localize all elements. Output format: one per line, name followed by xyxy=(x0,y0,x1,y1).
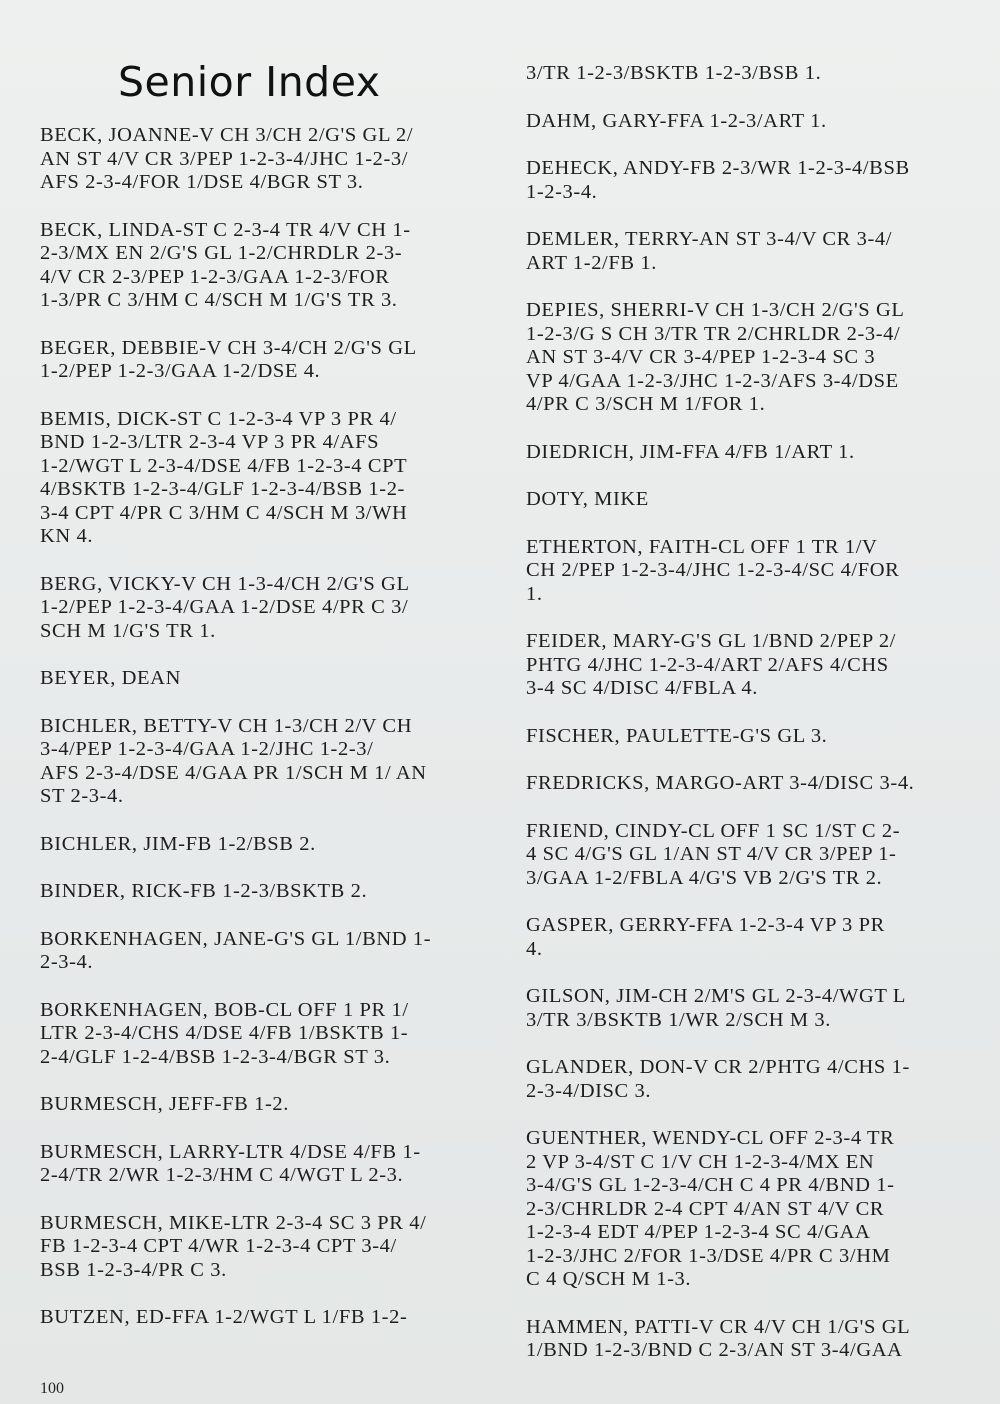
index-entry xyxy=(40,408,502,549)
entry-line: BERG, VICKY-V CH 1-3-4/CH 2/G'S GL xyxy=(40,572,410,595)
index-entry xyxy=(40,928,502,975)
entry-line: LTR 2-3-4/CHS 4/DSE 4/FB 1/BSKTB 1- xyxy=(40,1022,409,1044)
entry-line: DIEDRICH, JIM-FFA 4/FB 1/ART 1. xyxy=(526,440,855,463)
entry-line: BEGER, DEBBIE-V CH 3-4/CH 2/G'S GL xyxy=(40,336,417,359)
entry-line: 3/TR 1-2-3/BSKTB 1-2-3/BSB 1. xyxy=(526,62,822,84)
index-entry xyxy=(526,299,978,417)
entry-line: BINDER, RICK-FB 1-2-3/BSKTB 2. xyxy=(40,880,368,902)
entry-line: 1-2/PEP 1-2-3-4/GAA 1-2/DSE 4/PR C 3/ xyxy=(40,596,409,618)
index-entry xyxy=(40,999,502,1070)
entry-line: GILSON, JIM-CH 2/M'S GL 2-3-4/WGT L xyxy=(526,985,907,1007)
entry-line: 1/BND 1-2-3/BND C 2-3/AN ST 3-4/GAA xyxy=(526,1339,903,1361)
entry-line: 1-2-3-4. xyxy=(526,180,598,203)
entry-line: 3-4 SC 4/DISC 4/FBLA 4. xyxy=(526,677,758,699)
index-entry xyxy=(526,62,978,86)
entry-line: 4/PR C 3/SCH M 1/FOR 1. xyxy=(526,393,766,415)
entry-line: KN 4. xyxy=(40,525,94,547)
index-entry xyxy=(40,715,502,809)
entry-line: 1-2-3/JHC 2/FOR 1-3/DSE 4/PR C 3/HM xyxy=(526,1244,891,1267)
entry-line: PHTG 4/JHC 1-2-3-4/ART 2/AFS 4/CHS xyxy=(526,653,889,676)
entry-line: 3-4/G'S GL 1-2-3-4/CH C 4 PR 4/BND 1- xyxy=(526,1174,895,1196)
index-entry xyxy=(40,667,502,691)
entry-line: BICHLER, JIM-FB 1-2/BSB 2. xyxy=(40,832,316,855)
index-entry xyxy=(40,880,502,904)
entry-line: FEIDER, MARY-G'S GL 1/BND 2/PEP 2/ xyxy=(526,630,896,652)
index-entry xyxy=(526,1316,978,1363)
index-entry xyxy=(526,157,978,204)
entry-line: DEPIES, SHERRI-V CH 1-3/CH 2/G'S GL xyxy=(526,299,905,321)
entry-line: 4. xyxy=(526,937,543,960)
entry-line: DEHECK, ANDY-FB 2-3/WR 1-2-3-4/BSB xyxy=(526,157,910,179)
entry-line: BECK, JOANNE-V CH 3/CH 2/G'S GL 2/ xyxy=(40,124,414,146)
entry-line: AFS 2-3-4/FOR 1/DSE 4/BGR ST 3. xyxy=(40,171,364,193)
entry-line: GLANDER, DON-V CR 2/PHTG 4/CHS 1- xyxy=(526,1056,910,1078)
entry-line: BSB 1-2-3-4/PR C 3. xyxy=(40,1258,227,1281)
entry-line: C 4 Q/SCH M 1-3. xyxy=(526,1268,692,1290)
entry-line: 2 VP 3-4/ST C 1/V CH 1-2-3-4/MX EN xyxy=(526,1150,875,1173)
index-entry xyxy=(526,985,978,1032)
index-entry xyxy=(526,725,978,749)
entry-line: BEMIS, DICK-ST C 1-2-3-4 VP 3 PR 4/ xyxy=(40,407,397,430)
index-entry xyxy=(40,1212,502,1283)
entry-line: FREDRICKS, MARGO-ART 3-4/DISC 3-4. xyxy=(526,772,915,794)
index-entry xyxy=(526,630,978,701)
entry-line: 2-4/TR 2/WR 1-2-3/HM C 4/WGT L 2-3. xyxy=(40,1164,404,1186)
entry-line: BND 1-2-3/LTR 2-3-4 VP 3 PR 4/AFS xyxy=(40,431,380,453)
entry-line: BEYER, DEAN xyxy=(40,667,181,689)
entry-line: 1-3/PR C 3/HM C 4/SCH M 1/G'S TR 3. xyxy=(40,289,398,311)
entry-line: AN ST 3-4/V CR 3-4/PEP 1-2-3-4 SC 3 xyxy=(526,346,876,368)
left-column xyxy=(40,124,502,1354)
entry-line: VP 4/GAA 1-2-3/JHC 1-2-3/AFS 3-4/DSE xyxy=(526,369,899,392)
entry-line: DOTY, MIKE xyxy=(526,488,649,510)
entry-line: HAMMEN, PATTI-V CR 4/V CH 1/G'S GL xyxy=(526,1315,911,1338)
index-entry xyxy=(40,337,502,384)
entry-line: DAHM, GARY-FFA 1-2-3/ART 1. xyxy=(526,109,827,132)
entry-line: BECK, LINDA-ST C 2-3-4 TR 4/V CH 1- xyxy=(40,218,411,241)
right-column xyxy=(526,62,978,1387)
page-title: Senior Index xyxy=(118,58,381,106)
entry-line: BORKENHAGEN, JANE-G'S GL 1/BND 1- xyxy=(40,927,432,950)
index-entry xyxy=(526,536,978,607)
index-entry xyxy=(40,573,502,644)
index-entry xyxy=(40,833,502,857)
entry-line: BICHLER, BETTY-V CH 1-3/CH 2/V CH xyxy=(40,714,413,737)
index-entry xyxy=(526,820,978,891)
index-entry xyxy=(40,124,502,195)
entry-line: SCH M 1/G'S TR 1. xyxy=(40,619,216,642)
entry-line: 2-3/CHRLDR 2-4 CPT 4/AN ST 4/V CR xyxy=(526,1197,885,1220)
entry-line: 4/V CR 2-3/PEP 1-2-3/GAA 1-2-3/FOR xyxy=(40,265,390,288)
entry-line: BUTZEN, ED-FFA 1-2/WGT L 1/FB 1-2- xyxy=(40,1306,408,1328)
entry-line: DEMLER, TERRY-AN ST 3-4/V CR 3-4/ xyxy=(526,228,893,250)
entry-line: 4/BSKTB 1-2-3-4/GLF 1-2-3-4/BSB 1-2- xyxy=(40,478,405,500)
entry-line: 1-2-3/G S CH 3/TR TR 2/CHRLDR 2-3-4/ xyxy=(526,322,901,345)
index-entry xyxy=(526,1127,978,1292)
entry-line: 1-2/WGT L 2-3-4/DSE 4/FB 1-2-3-4 CPT xyxy=(40,454,408,477)
page-number: 100 xyxy=(40,1380,64,1397)
entry-line: AN ST 4/V CR 3/PEP 1-2-3-4/JHC 1-2-3/ xyxy=(40,147,409,170)
index-entry xyxy=(526,772,978,796)
entry-line: 3-4 CPT 4/PR C 3/HM C 4/SCH M 3/WH xyxy=(40,501,408,524)
entry-line: BORKENHAGEN, BOB-CL OFF 1 PR 1/ xyxy=(40,998,409,1021)
entry-line: 2-4/GLF 1-2-4/BSB 1-2-3-4/BGR ST 3. xyxy=(40,1045,391,1068)
entry-line: 3/GAA 1-2/FBLA 4/G'S VB 2/G'S TR 2. xyxy=(526,866,883,889)
entry-line: BURMESCH, MIKE-LTR 2-3-4 SC 3 PR 4/ xyxy=(40,1211,427,1234)
entry-line: FISCHER, PAULETTE-G'S GL 3. xyxy=(526,724,828,747)
entry-line: FRIEND, CINDY-CL OFF 1 SC 1/ST C 2- xyxy=(526,819,901,842)
index-entry xyxy=(526,1056,978,1103)
entry-line: 1. xyxy=(526,582,543,605)
entry-line: FB 1-2-3-4 CPT 4/WR 1-2-3-4 CPT 3-4/ xyxy=(40,1235,397,1257)
entry-line: CH 2/PEP 1-2-3-4/JHC 1-2-3-4/SC 4/FOR xyxy=(526,559,900,581)
entry-line: BURMESCH, JEFF-FB 1-2. xyxy=(40,1093,290,1115)
index-entry xyxy=(526,228,978,275)
entry-line: AFS 2-3-4/DSE 4/GAA PR 1/SCH M 1/ AN xyxy=(40,761,427,784)
entry-line: ART 1-2/FB 1. xyxy=(526,251,657,274)
index-entry xyxy=(40,1093,502,1117)
entry-line: 2-3-4. xyxy=(40,951,94,973)
entry-line: GUENTHER, WENDY-CL OFF 2-3-4 TR xyxy=(526,1127,895,1149)
index-entry xyxy=(526,488,978,512)
entry-line: 2-3/MX EN 2/G'S GL 1-2/CHRDLR 2-3- xyxy=(40,242,403,264)
index-entry xyxy=(40,219,502,313)
index-entry xyxy=(526,110,978,134)
index-entry xyxy=(40,1306,502,1330)
entry-line: 1-2-3-4 EDT 4/PEP 1-2-3-4 SC 4/GAA xyxy=(526,1221,871,1243)
entry-line: 3-4/PEP 1-2-3-4/GAA 1-2/JHC 1-2-3/ xyxy=(40,738,374,760)
index-entry xyxy=(526,914,978,961)
entry-line: 2-3-4/DISC 3. xyxy=(526,1079,652,1102)
entry-line: 4 SC 4/G'S GL 1/AN ST 4/V CR 3/PEP 1- xyxy=(526,843,897,865)
entry-line: GASPER, GERRY-FFA 1-2-3-4 VP 3 PR xyxy=(526,914,885,936)
entry-line: ETHERTON, FAITH-CL OFF 1 TR 1/V xyxy=(526,535,878,558)
entry-line: BURMESCH, LARRY-LTR 4/DSE 4/FB 1- xyxy=(40,1140,421,1163)
entry-line: 1-2/PEP 1-2-3/GAA 1-2/DSE 4. xyxy=(40,360,321,382)
entry-line: ST 2-3-4. xyxy=(40,785,124,807)
entry-line: 3/TR 3/BSKTB 1/WR 2/SCH M 3. xyxy=(526,1008,831,1031)
index-entry xyxy=(40,1141,502,1188)
index-entry xyxy=(526,441,978,465)
